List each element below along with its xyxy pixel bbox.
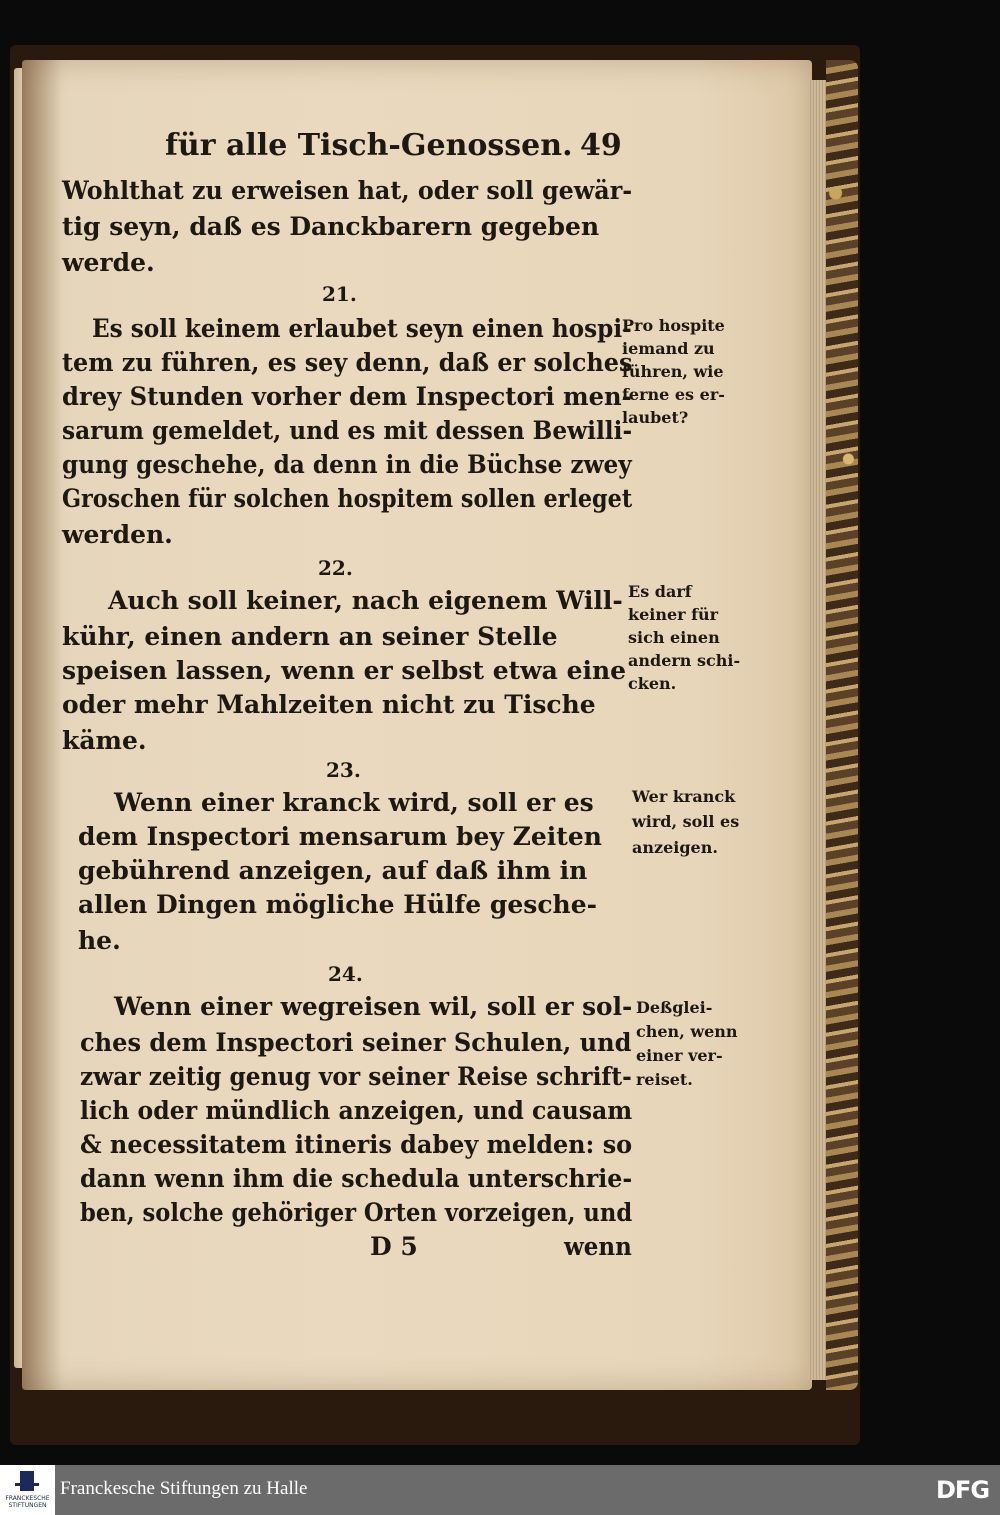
catchword: wenn: [564, 1232, 632, 1261]
section-number: 21.: [322, 282, 357, 306]
margin-note-line: andern schi-: [628, 651, 741, 670]
text-line: & necessitatem itineris dabey melden: so: [80, 1130, 633, 1159]
text-line: gebührend anzeigen, auf daß ihm in: [78, 856, 588, 885]
margin-note-line: iemand zu: [622, 339, 715, 358]
margin-note-line: chen, wenn: [636, 1022, 738, 1041]
running-head: für alle Tisch-Genossen.: [165, 128, 573, 163]
text-line: lich oder mündlich anzeigen, und causam: [80, 1096, 633, 1125]
spine-shadow: [22, 60, 62, 1390]
text-line: Es soll keinem erlaubet seyn einen hospi-: [92, 314, 632, 343]
text-line: tig seyn, daß es Danckbarern gegeben: [62, 212, 600, 241]
dfg-logo[interactable]: DFG: [936, 1476, 990, 1504]
text-line: Groschen für solchen hospitem sollen erleget: [62, 484, 633, 513]
margin-note-line: wird, soll es: [632, 812, 740, 831]
page-number: 49: [580, 128, 622, 163]
signature-mark: D 5: [370, 1232, 418, 1261]
text-line: Auch soll keiner, nach eigenem Will-: [108, 586, 623, 615]
text-line: Wenn einer wegreisen wil, soll er sol-: [114, 992, 633, 1021]
margin-note-line: Deßglei-: [636, 998, 713, 1017]
margin-note-line: cken.: [628, 674, 677, 693]
text-line: werden.: [62, 520, 173, 549]
text-line: speisen lassen, wenn er selbst etwa eine: [62, 656, 627, 685]
margin-note-line: laubet?: [622, 408, 689, 427]
text-line: drey Stunden vorher dem Inspectori men-: [62, 382, 632, 411]
text-line: allen Dingen mögliche Hülfe gesche-: [78, 890, 598, 919]
section-number: 22.: [318, 556, 353, 580]
text-line: ches dem Inspectori seiner Schulen, und: [80, 1028, 632, 1057]
margin-note-line: Wer kranck: [632, 787, 736, 806]
logo-text: FRANCKESCHE STIFTUNGEN: [5, 1495, 50, 1509]
francke-logo[interactable]: [0, 1465, 55, 1515]
margin-note-line: einer ver-: [636, 1046, 723, 1065]
text-line: dem Inspectori mensarum bey Zeiten: [78, 822, 602, 851]
margin-note-line: sich einen: [628, 628, 720, 647]
text-line: oder mehr Mahlzeiten nicht zu Tische: [62, 690, 596, 719]
marbled-cover-edge: [826, 60, 858, 1390]
margin-note-line: ferne es er-: [622, 385, 725, 404]
text-line: Wenn einer kranck wird, soll er es: [114, 788, 594, 817]
section-number: 24.: [328, 962, 363, 986]
margin-note-line: führen, wie: [622, 362, 724, 381]
text-line: Wohlthat zu erweisen hat, oder soll gewär-: [62, 176, 633, 205]
viewer-footer-bar: [0, 1465, 1000, 1515]
text-line: he.: [78, 926, 121, 955]
text-line: käme.: [62, 726, 147, 755]
text-line: gung geschehe, da denn in die Büchse zwey: [62, 450, 632, 479]
institution-name: Franckesche Stiftungen zu Halle: [60, 1478, 308, 1499]
text-line: dann wenn ihm die schedula unterschrie-: [80, 1164, 633, 1193]
text-line: tem zu führen, es sey denn, daß er solches: [62, 348, 633, 377]
text-line: werde.: [62, 248, 155, 277]
margin-note-line: reiset.: [636, 1070, 693, 1089]
section-number: 23.: [326, 758, 361, 782]
margin-note-line: Es darf: [628, 582, 692, 601]
building-icon: [20, 1471, 34, 1491]
text-line: zwar zeitig genug vor seiner Reise schrift-: [80, 1062, 632, 1091]
text-line: sarum gemeldet, und es mit dessen Bewilli-: [62, 416, 633, 445]
text-line: kühr, einen andern an seiner Stelle: [62, 622, 558, 651]
margin-note-line: keiner für: [628, 605, 719, 624]
margin-note-line: anzeigen.: [632, 838, 718, 857]
margin-note-line: Pro hospite: [622, 316, 725, 335]
text-line: ben, solche gehöriger Orten vorzeigen, und: [80, 1198, 633, 1227]
